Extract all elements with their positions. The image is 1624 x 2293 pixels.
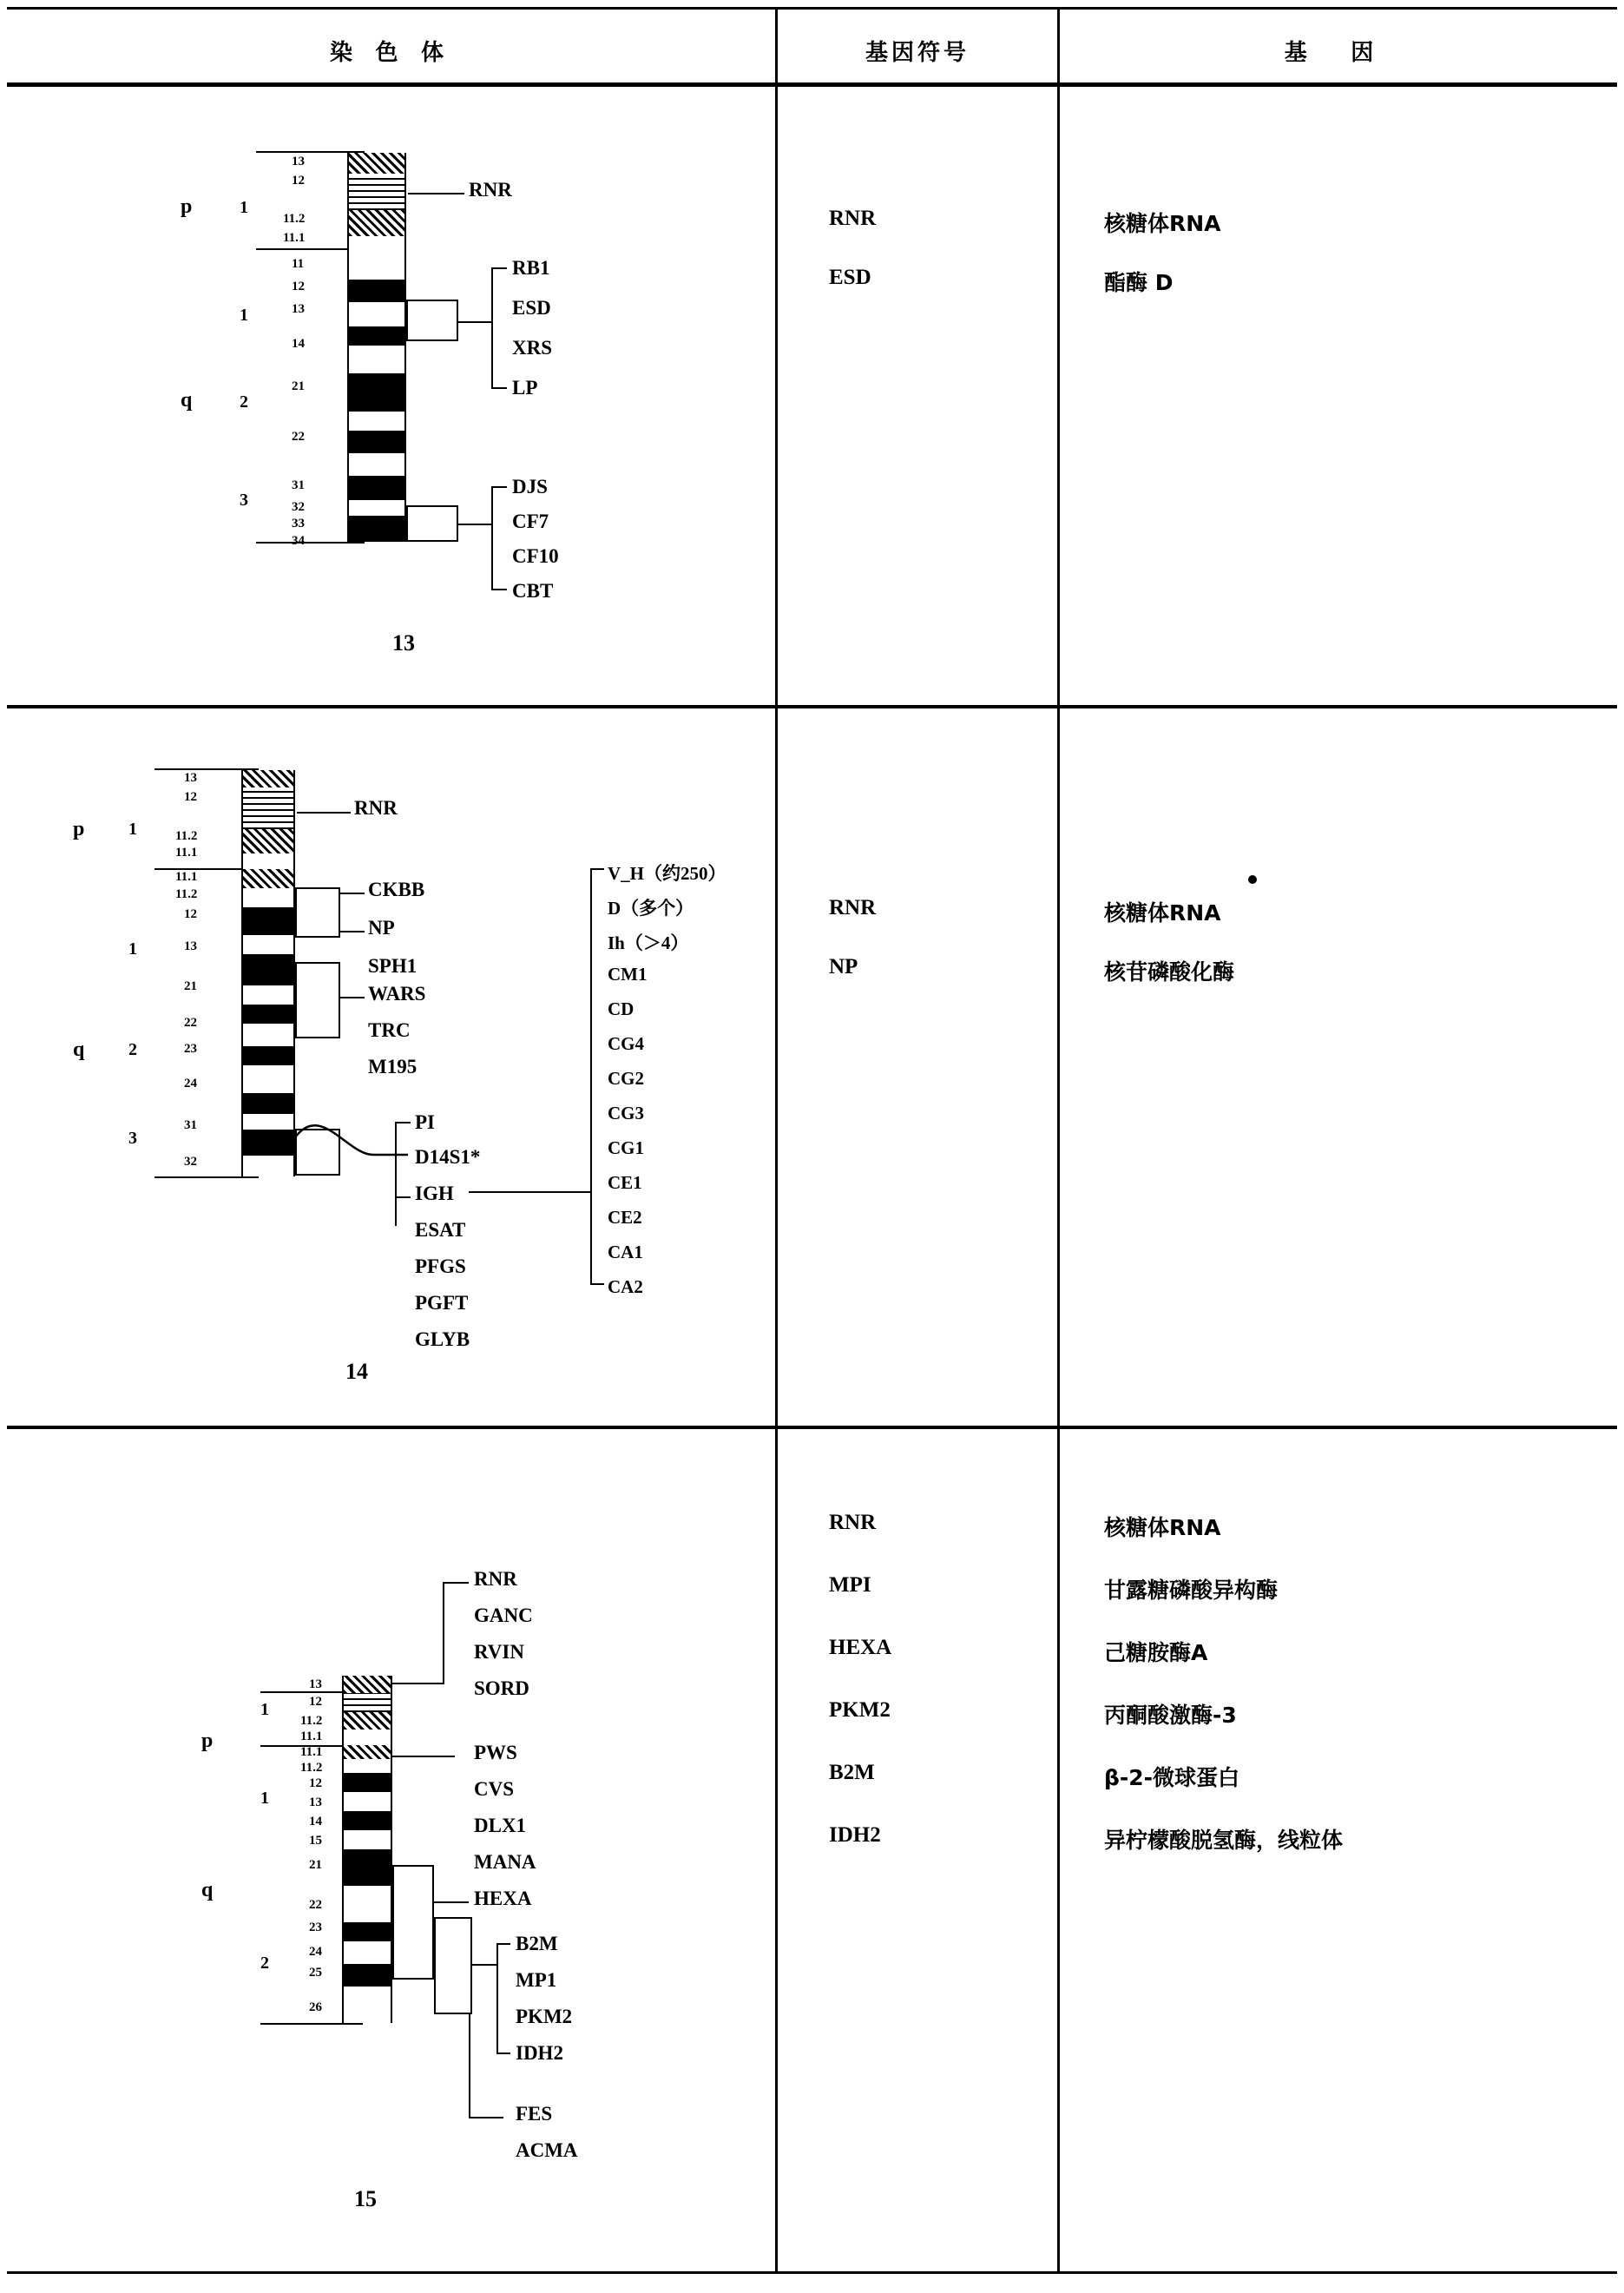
chr13-gene-XRS: XRS [512,337,553,359]
chr14-band-q23 [241,1046,295,1065]
chr15-label-q21: 21 [309,1858,322,1872]
chr15-label-q26: 26 [309,2000,322,2014]
chr15-b2m-bot-tick [496,2052,510,2054]
chr14-label-q112: 11.2 [175,887,198,901]
chr13-bracket2-t4 [491,589,507,590]
chr15-label-13: 13 [309,1677,322,1691]
row2-gene-RNR: 核糖体RNA [1104,900,1221,926]
chr14-ckbb-leader [340,893,365,894]
col-divider-1 [775,7,778,2274]
row2-gene-NP: 核苷磷酸化酶 [1104,959,1235,985]
chr14-band-q31b [241,1130,295,1156]
chr14-igh-item-2: Ih（＞4） [608,932,689,953]
chr15-label-q12: 12 [309,1776,322,1790]
chr14-gene-CKBB: CKBB [368,879,425,900]
chr15-probe-box-b2m [434,1917,472,2014]
chr14-igh-item-8: CG1 [608,1137,644,1158]
row2-symbol-RNR: RNR [829,896,877,919]
chr13-q-region-3: 3 [240,491,248,510]
row3-symbol-HEXA: HEXA [829,1636,892,1659]
chr14-band-p112 [241,829,295,853]
chr14-probe-box-1 [295,887,340,938]
chr13-label-12: 12 [292,174,305,188]
chr15-arm-p: p [201,1730,214,1752]
chr14-igh-item-5: CG4 [608,1033,644,1054]
chr14-igh-item-3: CM1 [608,964,648,985]
chr14-igh-item-6: CG2 [608,1068,644,1089]
chr14-label-q111: 11.1 [175,870,198,884]
row2-rule [7,1426,1617,1429]
header-gene: 基 因 [1284,40,1393,65]
chr15-label-q14: 14 [309,1815,322,1828]
chr14-rnr-leader [297,812,351,814]
chr13-q-region-1: 1 [240,306,248,325]
chr14-igh-item-1: D（多个） [608,898,694,919]
chr13-gene-CF10: CF10 [512,545,559,567]
chr15-band-p112 [342,1712,392,1730]
chr14-np-leader [340,931,365,932]
chr15-band-q26 [342,1987,392,2023]
chr13-label-q34: 34 [292,534,305,548]
chr13-label-q22: 22 [292,430,305,444]
chr13-band-q32 [347,500,406,516]
chr13-label-112: 11.2 [283,212,306,226]
chr14-igh-item-12: CA2 [608,1276,643,1297]
chr13-band-p13 [347,153,406,174]
chr13-bracket1-spine [491,267,493,389]
chr13-probe-box-1 [406,300,458,341]
chr13-bracket1-stem [458,321,493,323]
row3-symbol-PKM2: PKM2 [829,1698,891,1722]
chr15-gene-RVIN: RVIN [474,1641,524,1663]
header-chromosome: 染 色 体 [329,40,452,65]
chr13-label-q12: 12 [292,280,305,293]
chr14-gene-RNR: RNR [354,797,398,819]
chr13-band-q31 [347,476,406,500]
chr15-gene-FES: FES [516,2103,553,2125]
chr13-gene-CF7: CF7 [512,511,549,532]
chr14-band-q112 [241,888,295,907]
chr13-gene-ESD: ESD [512,297,551,319]
chr13-band-q14b [347,346,406,373]
chr15-gene-CVS: CVS [474,1778,515,1800]
chr15-band-p13 [342,1676,392,1693]
chr15-band-q23 [342,1922,392,1941]
chr13-band-q13 [347,302,406,326]
chr14-label-q22: 22 [184,1016,197,1030]
chr15-band-q22 [342,1886,392,1922]
header-gene-symbol: 基因符号 [865,40,970,65]
chr14-q-region-1: 1 [128,939,137,959]
row3-gene-MPI: 甘露糖磷酸异构酶 [1104,1578,1279,1603]
chr15-q-region-1: 1 [260,1789,269,1808]
chr13-bracket2-t1 [491,486,507,488]
chr14-band-q13b [241,954,295,985]
chr14-label-112: 11.2 [175,829,198,843]
chr14-igh-spine [590,868,592,1285]
chr14-band-q21 [241,985,295,1005]
chr14-gene-GLYB: GLYB [415,1328,470,1350]
chr14-band-q22 [241,1024,295,1046]
chr14-label-q13: 13 [184,939,197,953]
chr13-bracket2-stem [458,524,493,525]
chr15-fes-leader [469,2117,503,2118]
col-divider-2 [1057,7,1060,2274]
chr13-q-region-2: 2 [240,392,248,412]
chr14-gene-SPH1: SPH1 [368,955,418,977]
chr13-label-q13: 13 [292,302,305,316]
chr15-b2m-top-tick [496,1943,510,1945]
chr14-label-q32: 32 [184,1155,197,1169]
chr14-gene-NP: NP [368,917,395,939]
chr15-probe-box-hexa [392,1865,434,1980]
chr13-bottom-axis [256,542,365,544]
row1-rule [7,705,1617,708]
chr15-label-q112: 11.2 [300,1761,323,1775]
chr14-igh-item-7: CG3 [608,1103,644,1123]
chr14-gene-D14S1: D14S1* [415,1146,481,1168]
chr15-gene-PKM2: PKM2 [516,2006,573,2027]
chr13-band-p11 [347,210,406,236]
chr14-band-q24 [241,1065,295,1093]
chr14-q-region-3: 3 [128,1129,137,1148]
chr14-band-q32 [241,1156,295,1176]
chr14-gene-PFGS: PFGS [415,1255,466,1277]
row3-symbol-MPI: MPI [829,1573,871,1597]
chr14-band-q13 [241,935,295,954]
chr13-label-q32: 32 [292,500,305,514]
chr14-probe-box-2 [295,962,340,1038]
chr15-gene-ACMA: ACMA [516,2139,578,2161]
chr13-label-q31: 31 [292,478,305,492]
header-rule-thick [7,82,1617,87]
chr14-gene-ESAT: ESAT [415,1219,466,1241]
chr15-pws-leader [392,1756,455,1757]
chr15-gene-MP1: MP1 [516,1969,557,1991]
chr13-label-q21: 21 [292,379,305,393]
chr15-label-12: 12 [309,1695,322,1709]
table-top-rule [7,7,1617,10]
chr15-label-q23: 23 [309,1921,322,1934]
chr13-arm-p: p [181,195,193,218]
row3-gene-HEXA: 己糖胺酶A [1104,1640,1208,1665]
chr14-band-q31 [241,1114,295,1130]
chr13-bracket1-t4 [491,387,507,389]
chr14-igh-item-4: CD [608,998,634,1019]
chr13-gene-DJS: DJS [512,476,548,497]
chr14-gene-PGFT: PGFT [415,1292,469,1314]
row2-gene-dot [1248,875,1257,884]
chr13-gene-RB1: RB1 [512,257,550,279]
row1-gene-ESD: 酯酶 D [1104,270,1174,295]
chr14-wars-leader [340,997,365,998]
chr13-bracket1-t1 [491,267,507,269]
table-bottom-rule [7,2271,1617,2274]
chr13-band-q22b [347,453,406,476]
chr15-band-q14 [342,1811,392,1830]
chr15-b2m-stem [472,1964,498,1966]
row1-gene-RNR: 核糖体RNA [1104,211,1221,236]
chr14-band-p12 [241,787,295,829]
chr13-arm-q: q [181,389,193,412]
chr15-band-q21 [342,1849,392,1886]
chr14-band-p111 [241,853,295,869]
chr14-arm-p: p [73,818,85,840]
chr14-gene-WARS: WARS [368,983,426,1005]
chr15-label-q111: 11.1 [300,1745,323,1759]
chr15-band-q25 [342,1964,392,1987]
chr13-label-q14: 14 [292,337,305,351]
chr14-igh-item-11: CA1 [608,1242,643,1262]
chr15-name: 15 [354,2186,377,2211]
chr14-igh-top-tick [590,868,604,870]
chr15-band-q12 [342,1773,392,1792]
chr14-label-q21: 21 [184,979,197,993]
chr14-igh-item-9: CE1 [608,1172,642,1193]
chr15-gene-IDH2: IDH2 [516,2042,563,2064]
chr13-band-q22 [347,431,406,453]
row3-gene-RNR: 核糖体RNA [1104,1515,1221,1540]
chr15-gene-B2M: B2M [516,1933,558,1954]
chr14-band-p13 [241,770,295,787]
chr14-curve [295,1103,408,1207]
chr15-p-region-1: 1 [260,1700,269,1719]
chr15-gene-GANC: GANC [474,1604,533,1626]
chr14-gene-IGH: IGH [415,1183,454,1204]
chr14-name: 14 [345,1359,368,1384]
chr14-gene-M195: M195 [368,1056,418,1077]
chr14-igh-connector [469,1191,592,1193]
chr14-label-q23: 23 [184,1042,197,1056]
chr15-b2m-spine [496,1943,498,2054]
chr15-band-q112 [342,1759,392,1773]
chr13-label-q11: 11 [292,257,305,271]
chr14-gene-PI: PI [415,1111,435,1133]
chr13-label-111: 11.1 [283,231,306,245]
chr15-band-q24 [342,1941,392,1964]
chr15-label-q15: 15 [309,1834,322,1848]
chr14-igh-item-0: V_H（约250） [608,863,727,884]
chr15-gene-PWS: PWS [474,1742,517,1763]
chr13-band-q14 [347,326,406,346]
chr14-igh-tick [395,1196,411,1198]
chr13-bracket2-spine [491,486,493,590]
row1-symbol-ESD: ESD [829,266,871,289]
chr13-rnr-leader [408,193,464,194]
chr15-gene-SORD: SORD [474,1677,529,1699]
chr15-gene-DLX1: DLX1 [474,1815,527,1836]
chr13-band-q21 [347,373,406,412]
chr14-gene-TRC: TRC [368,1019,411,1041]
chr14-q-region-2: 2 [128,1040,137,1059]
chr15-band-q13 [342,1792,392,1811]
chr15-fes-spine [469,2014,470,2117]
row3-symbol-RNR: RNR [829,1511,877,1534]
chr13-band-q21b [347,412,406,431]
chr15-label-p112: 11.2 [300,1714,323,1728]
chr14-band-q11 [241,869,295,888]
chr13-p-region-1: 1 [240,198,248,217]
chr14-igh-item-10: CE2 [608,1207,642,1228]
row2-symbol-NP: NP [829,955,858,978]
chr15-q-region-2: 2 [260,1954,269,1973]
chr13-band-p12 [347,174,406,210]
chr14-label-13: 13 [184,771,197,785]
chr15-gene-RNR: RNR [474,1568,517,1590]
chr13-gene-LP: LP [512,377,538,399]
row3-gene-B2M: β-2-微球蛋白 [1104,1765,1240,1790]
chr14-p-region-1: 1 [128,820,137,839]
chr13-band-p111 [347,236,406,255]
row3-gene-PKM2: 丙酮酸激酶-3 [1104,1703,1237,1728]
chr14-bottom-axis [155,1176,259,1178]
chr14-pi-tick [395,1122,411,1123]
chr14-label-111: 11.1 [175,846,198,860]
row3-gene-IDH2: 异柠檬酸脱氢酶，线粒体 [1104,1828,1344,1853]
chr15-bottom-axis [260,2023,363,2025]
chr14-label-q24: 24 [184,1077,197,1090]
chr14-lower-spine [395,1122,397,1226]
chr15-label-q24: 24 [309,1945,322,1959]
chr13-label-13: 13 [292,155,305,168]
chr15-label-p111: 11.1 [300,1730,323,1743]
row3-symbol-B2M: B2M [829,1761,875,1784]
chr13-band-q11 [347,255,406,280]
chr13-band-q12 [347,280,406,302]
chr15-band-p111 [342,1730,392,1745]
chr15-band-p12 [342,1693,392,1712]
chr15-top-leader-h [443,1582,469,1584]
chr15-arm-q: q [201,1879,214,1901]
chr15-label-q25: 25 [309,1966,322,1980]
chr15-gene-MANA: MANA [474,1851,536,1873]
chr14-label-12: 12 [184,790,197,804]
chr15-label-q13: 13 [309,1796,322,1809]
chr15-top-leader [392,1683,444,1684]
row1-symbol-RNR: RNR [829,207,877,230]
row3-symbol-IDH2: IDH2 [829,1823,881,1847]
chr14-band-q21b [241,1005,295,1024]
chr14-band-q24b [241,1093,295,1114]
chr15-hexa-leader [434,1901,469,1903]
chr13-probe-box-2 [406,505,458,542]
chr14-label-q12: 12 [184,907,197,921]
chr14-igh-bot-tick [590,1283,604,1285]
chr14-band-q12 [241,907,295,935]
chr13-gene-CBT: CBT [512,580,554,602]
chr15-label-q22: 22 [309,1898,322,1912]
chr15-gene-HEXA: HEXA [474,1888,532,1909]
chr13-name: 13 [392,630,415,656]
chr13-gene-RNR: RNR [469,179,512,201]
chr13-label-q33: 33 [292,517,305,530]
chr14-arm-q: q [73,1038,85,1061]
chr15-top-leader-v [443,1582,444,1684]
chr15-band-q111 [342,1745,392,1759]
chr13-band-q33 [347,516,406,542]
chr15-band-q15 [342,1830,392,1849]
chr14-label-q31: 31 [184,1118,197,1132]
